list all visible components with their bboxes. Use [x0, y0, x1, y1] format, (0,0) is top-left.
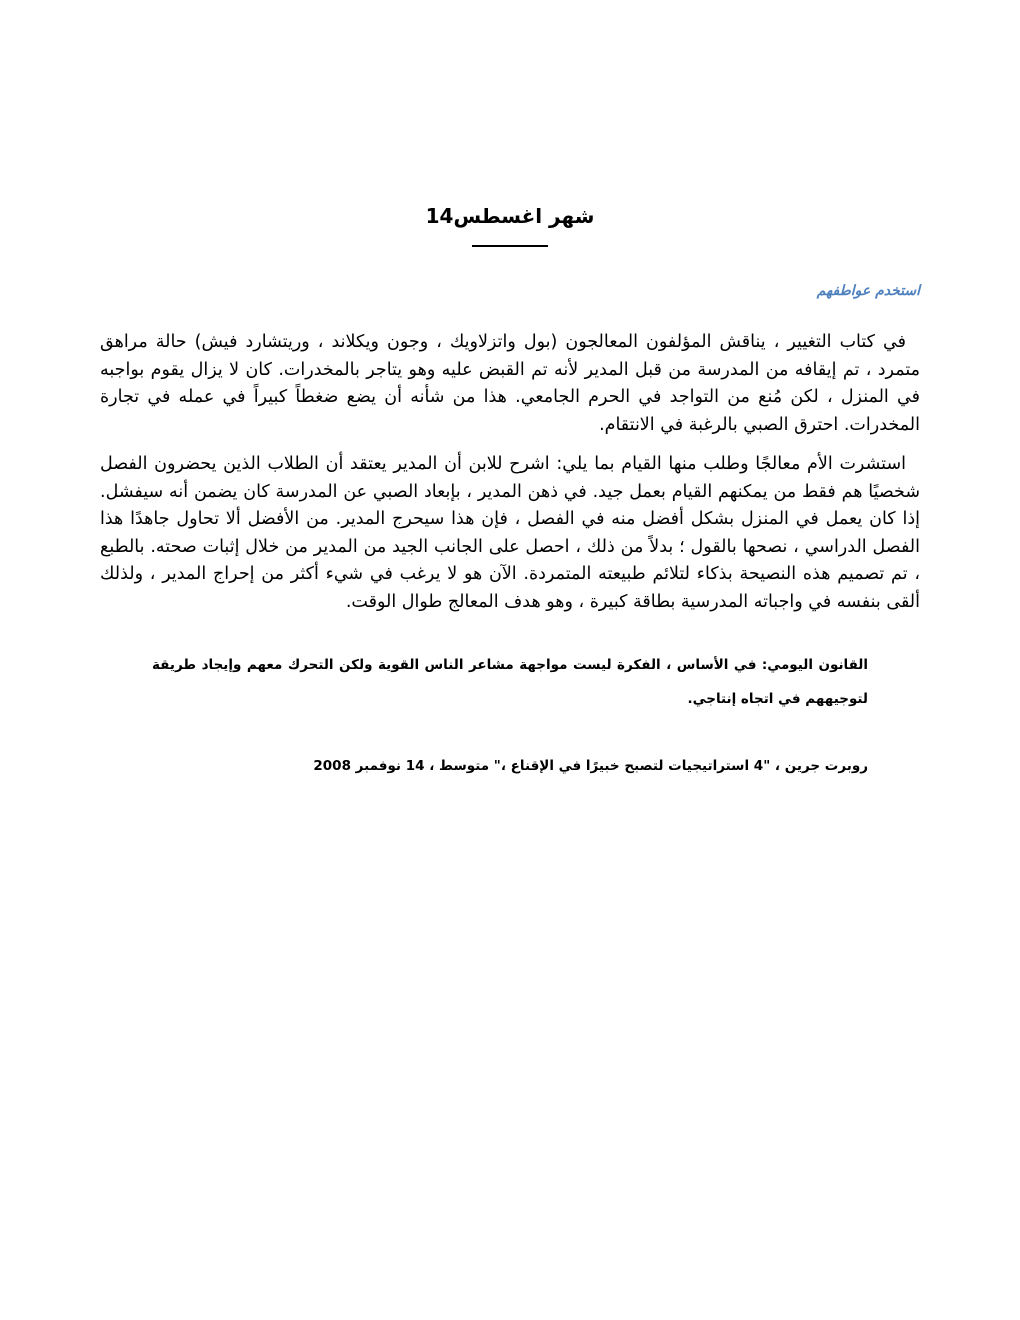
page-title: شهر اغسطس14: [425, 204, 595, 229]
title-underline-rule: [472, 245, 548, 247]
citation-line: روبرت جرين ، "4 استراتيجيات لتصبح خبيرًا في الإقناع ،" متوسط ، 14 نوفمبر 2008: [313, 758, 868, 775]
section-heading: استخدم عواطفهم: [816, 283, 920, 300]
body-paragraph-2: استشرت الأم معالجًا وطلب منها القيام بما يلي: اشرح للابن أن المدير يعتقد أن الطلاب الذين يحضرون الفصل شخصيًا هم فقط من يمكنهم القيام بعمل جيد. في ذهن المدير ، بإبعاد الصبي عن المدرسة كان يضمن أنه سيفشل. إذا كان يعمل في المنزل بشكل أفضل منه في الفصل ، فإن هذا سيحرج المدير. من الأفضل ألا تحاول جاهدًا هذا الفصل الدراسي ، نصحها بالقول ؛ بدلاً من ذلك ، احصل على الجانب الجيد من المدير من خلال إثبات صحته. بالطبع ، تم تصميم هذه النصيحة بذكاء لتلائم طبيعته المتمردة. الآن هو لا يرغب في شيء أكثر من إحراج المدير ، ولذلك ألقى بنفسه في واجباته المدرسية بطاقة كبيرة ، وهو هدف المعالج طوال الوقت.: [100, 454, 920, 612]
body-paragraph-1: في كتاب التغيير ، يناقش المؤلفون المعالجون (بول واتزلاويك ، وجون ويكلاند ، وريتشارد فيش) حالة مراهق متمرد ، تم إيقافه من المدرسة من قبل المدير لأنه تم القبض عليه وهو يتاجر بالمخدرات. كان لا يزال يقوم بواجبه في المنزل ، لكن مُنع من التواجد في الحرم الجامعي. هذا من شأنه أن يضع ضغطاً كبيراً في عمله في تجارة المخدرات. احترق الصبي بالرغبة في الانتقام.: [100, 332, 920, 435]
daily-law-paragraph: القانون اليومي: في الأساس ، الفكرة ليست مواجهة مشاعر الناس القوية ولكن التحرك معهم وإيجاد طريقة لتوجيههم في اتجاه إنتاجي.: [152, 657, 868, 708]
